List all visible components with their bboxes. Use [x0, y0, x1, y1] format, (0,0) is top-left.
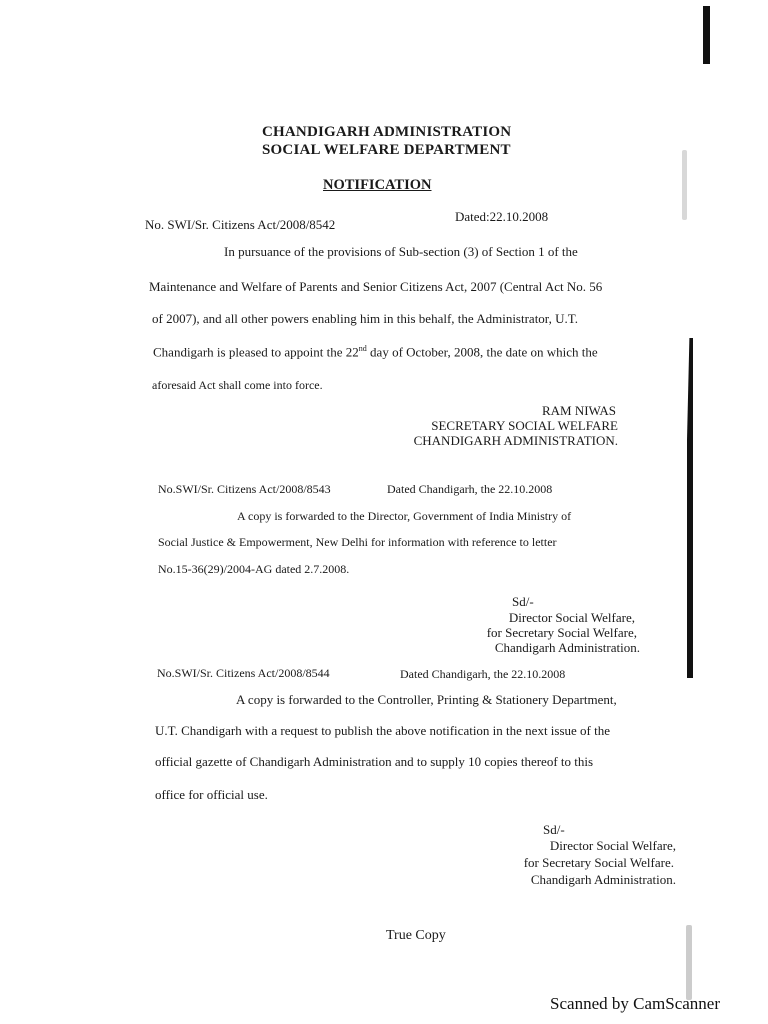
scan-edge-smudge — [682, 150, 687, 220]
notice-body-line: Maintenance and Welfare of Parents and Senior Citizens Act, 2007 (Central Act No. 56 — [149, 279, 603, 294]
copy2-date: Dated Chandigarh, the 22.10.2008 — [400, 667, 566, 681]
scan-edge-mark-top — [703, 6, 710, 64]
true-copy-label: True Copy — [386, 928, 446, 943]
scan-edge-mark-bar — [687, 338, 693, 678]
copy1-sig-line: Chandigarh Administration. — [494, 640, 640, 655]
copy2-number: No.SWI/Sr. Citizens Act/2008/8544 — [157, 666, 330, 680]
copy1-number: No.SWI/Sr. Citizens Act/2008/8543 — [158, 482, 331, 496]
notice-number: No. SWI/Sr. Citizens Act/2008/8542 — [145, 217, 336, 232]
notice-body-text: day of October, 2008, the date on which the — [366, 344, 598, 360]
copy1-body-line: No.15-36(29)/2004-AG dated 2.7.2008. — [158, 562, 350, 576]
copy2-body-line: office for official use. — [155, 787, 268, 802]
ordinal-suffix: nd — [358, 344, 367, 353]
signatory-title: SECRETARY SOCIAL WELFARE — [431, 418, 618, 433]
copy1-body-line: Social Justice & Empowerment, New Delhi for information with reference to letter — [158, 535, 557, 549]
copy2-sig-sd: Sd/- — [543, 822, 565, 837]
department-heading-line1: CHANDIGARH ADMINISTRATION — [262, 124, 512, 140]
copy1-body-line: A copy is forwarded to the Director, Government of India Ministry of — [237, 509, 572, 523]
copy1-sig-line: for Secretary Social Welfare, — [486, 625, 637, 640]
copy2-sig-line: Director Social Welfare, — [549, 838, 676, 853]
notice-body-line: of 2007), and all other powers enabling him in this behalf, the Administrator, U.T. — [152, 311, 578, 326]
copy1-date: Dated Chandigarh, the 22.10.2008 — [387, 482, 553, 496]
copy2-body-line: official gazette of Chandigarh Administration and to supply 10 copies thereof to this — [155, 754, 594, 769]
copy2-sig-line: for Secretary Social Welfare. — [523, 855, 674, 870]
signatory-name: RAM NIWAS — [541, 403, 616, 418]
notice-body-text: Chandigarh is pleased to appoint the 22 — [153, 344, 359, 360]
scan-edge-smudge-bottom — [686, 925, 692, 1000]
notice-body-line: In pursuance of the provisions of Sub-section (3) of Section 1 of the — [224, 244, 578, 259]
scanner-watermark: Scanned by CamScanner — [550, 994, 720, 1013]
notification-title: NOTIFICATION — [323, 177, 432, 193]
copy1-sig-line: Director Social Welfare, — [508, 610, 635, 625]
notice-body-line — [153, 344, 598, 360]
notice-date: Dated:22.10.2008 — [455, 209, 549, 224]
copy1-sig-sd: Sd/- — [512, 594, 534, 609]
copy2-sig-line: Chandigarh Administration. — [530, 872, 676, 887]
department-heading-line2: SOCIAL WELFARE DEPARTMENT — [262, 142, 511, 158]
signatory-org: CHANDIGARH ADMINISTRATION. — [413, 433, 618, 448]
notice-body-line: aforesaid Act shall come into force. — [152, 378, 323, 392]
copy2-body-line: U.T. Chandigarh with a request to publish the above notification in the next issue of the — [155, 723, 611, 738]
copy2-body-line: A copy is forwarded to the Controller, Printing & Stationery Department, — [236, 692, 617, 707]
